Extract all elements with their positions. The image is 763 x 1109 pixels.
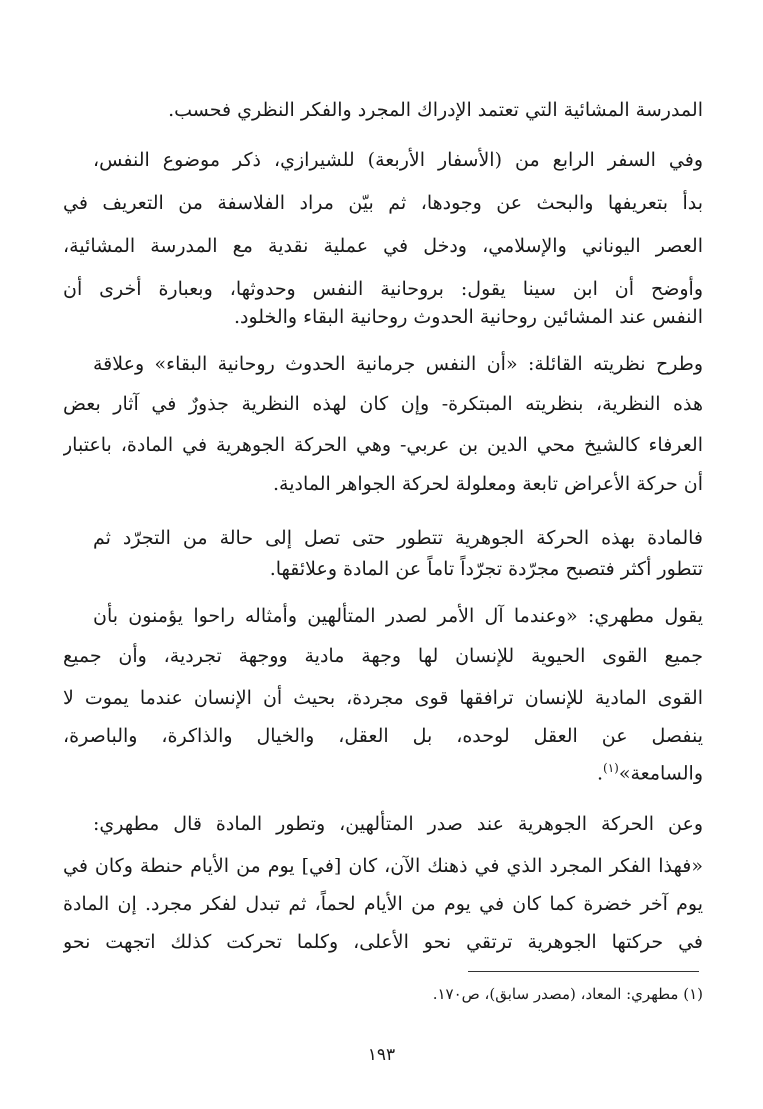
text-line: المدرسة المشائية التي تعتمد الإدراك المجرد والفكر النظري فحسب. (168, 99, 703, 121)
text-line: تتطور أكثر فتصبح مجرّدة تجرّداً تاماً عن المادة وعلائقها. (269, 558, 703, 580)
text-line: بدأ بتعريفها والبحث عن وجودها، ثم بيّن مراد الفلاسفة من التعريف في (63, 192, 703, 214)
text-line: أن حركة الأعراض تابعة ومعلولة لحركة الجواهر المادية. (273, 473, 703, 495)
text-line: العرفاء كالشيخ محي الدين بن عربي- وهي الحركة الجوهرية في المادة، باعتبار (63, 434, 703, 456)
text-line: القوى المادية للإنسان ترافقها قوى مجردة، بحيث أن الإنسان عندما يموت لا (63, 687, 703, 709)
text-line: يقول مطهري: «وعندما آل الأمر لصدر المتألهين وأمثاله راحوا يؤمنون بأن (93, 605, 703, 627)
text-line: وأوضح أن ابن سينا يقول: بروحانية النفس وحدوثها، وبعبارة أخرى أن (63, 278, 703, 300)
text-line (63, 754, 703, 784)
text-line: هذه النظرية، بنظريته المبتكرة- وإن كان لهذه النظرية جذورٌ في آثار بعض (63, 393, 703, 415)
text-fragment: والسامعة» (618, 762, 703, 784)
footnote-reference: (١) (603, 761, 619, 775)
text-line: النفس عند المشائين روحانية الحدوث روحانية البقاء والخلود. (233, 306, 703, 328)
text-line: وعن الحركة الجوهرية عند صدر المتألهين، وتطور المادة قال مطهري: (93, 813, 703, 835)
text-line: وطرح نظريته القائلة: «أن النفس جرمانية الحدوث روحانية البقاء» وعلاقة (93, 353, 703, 375)
text-line: وفي السفر الرابع من (الأسفار الأربعة) للشيرازي، ذكر موضوع النفس، (93, 149, 703, 171)
text-line: في حركتها الجوهرية ترتقي نحو الأعلى، وكلما تحركت كذلك اتجهت نحو (63, 931, 703, 953)
text-fragment: . (596, 762, 604, 784)
text-line: جميع القوى الحيوية للإنسان لها وجهة مادية ووجهة تجردية، وأن جميع (63, 645, 703, 667)
text-line: فالمادة بهذه الحركة الجوهرية تتطور حتى تصل إلى حالة من التجرّد ثم (93, 527, 703, 549)
footnote: (١) مطهري: المعاد، (مصدر سابق)، ص١٧٠. (432, 985, 703, 1003)
text-line: العصر اليوناني والإسلامي، ودخل في عملية نقدية مع المدرسة المشائية، (63, 235, 703, 257)
text-line: «فهذا الفكر المجرد الذي في ذهنك الآن، كان [في] يوم من الأيام حنطة وكان في (63, 855, 703, 877)
footnote-divider (468, 971, 699, 972)
text-line: يوم آخر خضرة كما كان في يوم من الأيام لحماً، ثم تبدل لفكر مجرد. إن المادة (63, 893, 703, 915)
text-line: ينفصل عن العقل لوحده، بل العقل، والخيال والذاكرة، والباصرة، (63, 725, 703, 747)
page-number: ١٩٣ (367, 1045, 396, 1065)
